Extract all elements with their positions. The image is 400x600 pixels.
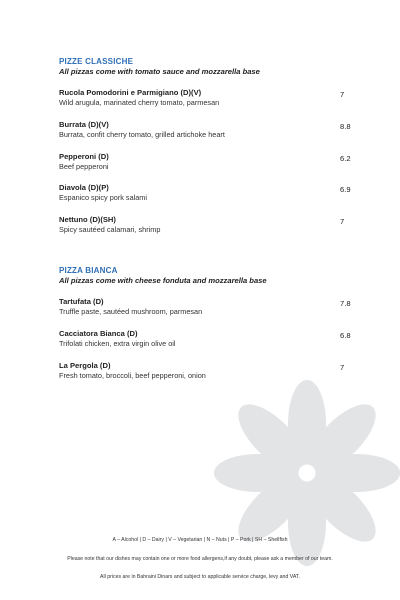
item-name: La Pergola (D) <box>59 361 111 370</box>
item-name: Rucola Pomodorini e Parmigiano (D)(V) <box>59 88 202 97</box>
item-name: Diavola (D)(P) <box>59 183 109 192</box>
item-description: Burrata, confit cherry tomato, grilled artichoke heart <box>59 130 225 139</box>
item-price: 6.2 <box>340 154 351 163</box>
item-description: Trifolati chicken, extra virgin olive oil <box>59 339 176 348</box>
item-name: Burrata (D)(V) <box>59 120 109 129</box>
item-name: Pepperoni (D) <box>59 152 109 161</box>
section-pizza-bianca <box>59 266 359 380</box>
menu-item <box>59 120 359 140</box>
menu-item <box>59 183 359 203</box>
item-price: 7.8 <box>340 299 351 308</box>
section-subtitle: All pizzas come with cheese fonduta and mozzarella base <box>59 276 267 285</box>
item-price: 7 <box>340 90 345 99</box>
allergen-note: Please note that our dishes may contain one or more food allergens,if any doubt, please ask a member of our team. <box>67 556 333 562</box>
item-description: Spicy sautéed calamari, shrimp <box>59 225 161 234</box>
item-description: Wild arugula, marinated cherry tomato, parmesan <box>59 98 220 107</box>
menu-item <box>59 215 359 235</box>
section-pizze-classiche <box>59 57 359 234</box>
menu-item <box>59 152 359 172</box>
item-description: Espanico spicy pork salami <box>59 193 148 202</box>
section-title: PIZZA BIANCA <box>59 266 118 275</box>
allergen-legend: A – Alcohol | D – Dairy | V – Vegetarian | N – Nuts | P – Pork | SH – Shellfish <box>112 537 288 543</box>
menu-item <box>59 88 359 108</box>
item-description: Truffle paste, sautéed mushroom, parmesan <box>59 307 203 316</box>
item-name: Cacciatora Bianca (D) <box>59 329 138 338</box>
section-subtitle: All pizzas come with tomato sauce and mozzarella base <box>59 67 260 76</box>
item-name: Nettuno (D)(SH) <box>59 215 116 224</box>
menu-item <box>59 329 359 349</box>
item-price: 6.8 <box>340 331 351 340</box>
item-name: Tartufata (D) <box>59 297 104 306</box>
price-note: All prices are in Bahraini Dinars and subject to applicable service charge, levy and VAT. <box>100 574 300 580</box>
item-price: 7 <box>340 363 345 372</box>
item-description: Fresh tomato, broccoli, beef pepperoni, onion <box>59 371 206 380</box>
item-description: Beef pepperoni <box>59 162 109 171</box>
item-price: 7 <box>340 217 345 226</box>
menu-item <box>59 297 359 317</box>
item-price: 8.8 <box>340 122 351 131</box>
section-title: PIZZE CLASSICHE <box>59 57 134 66</box>
item-price: 6.9 <box>340 185 351 194</box>
